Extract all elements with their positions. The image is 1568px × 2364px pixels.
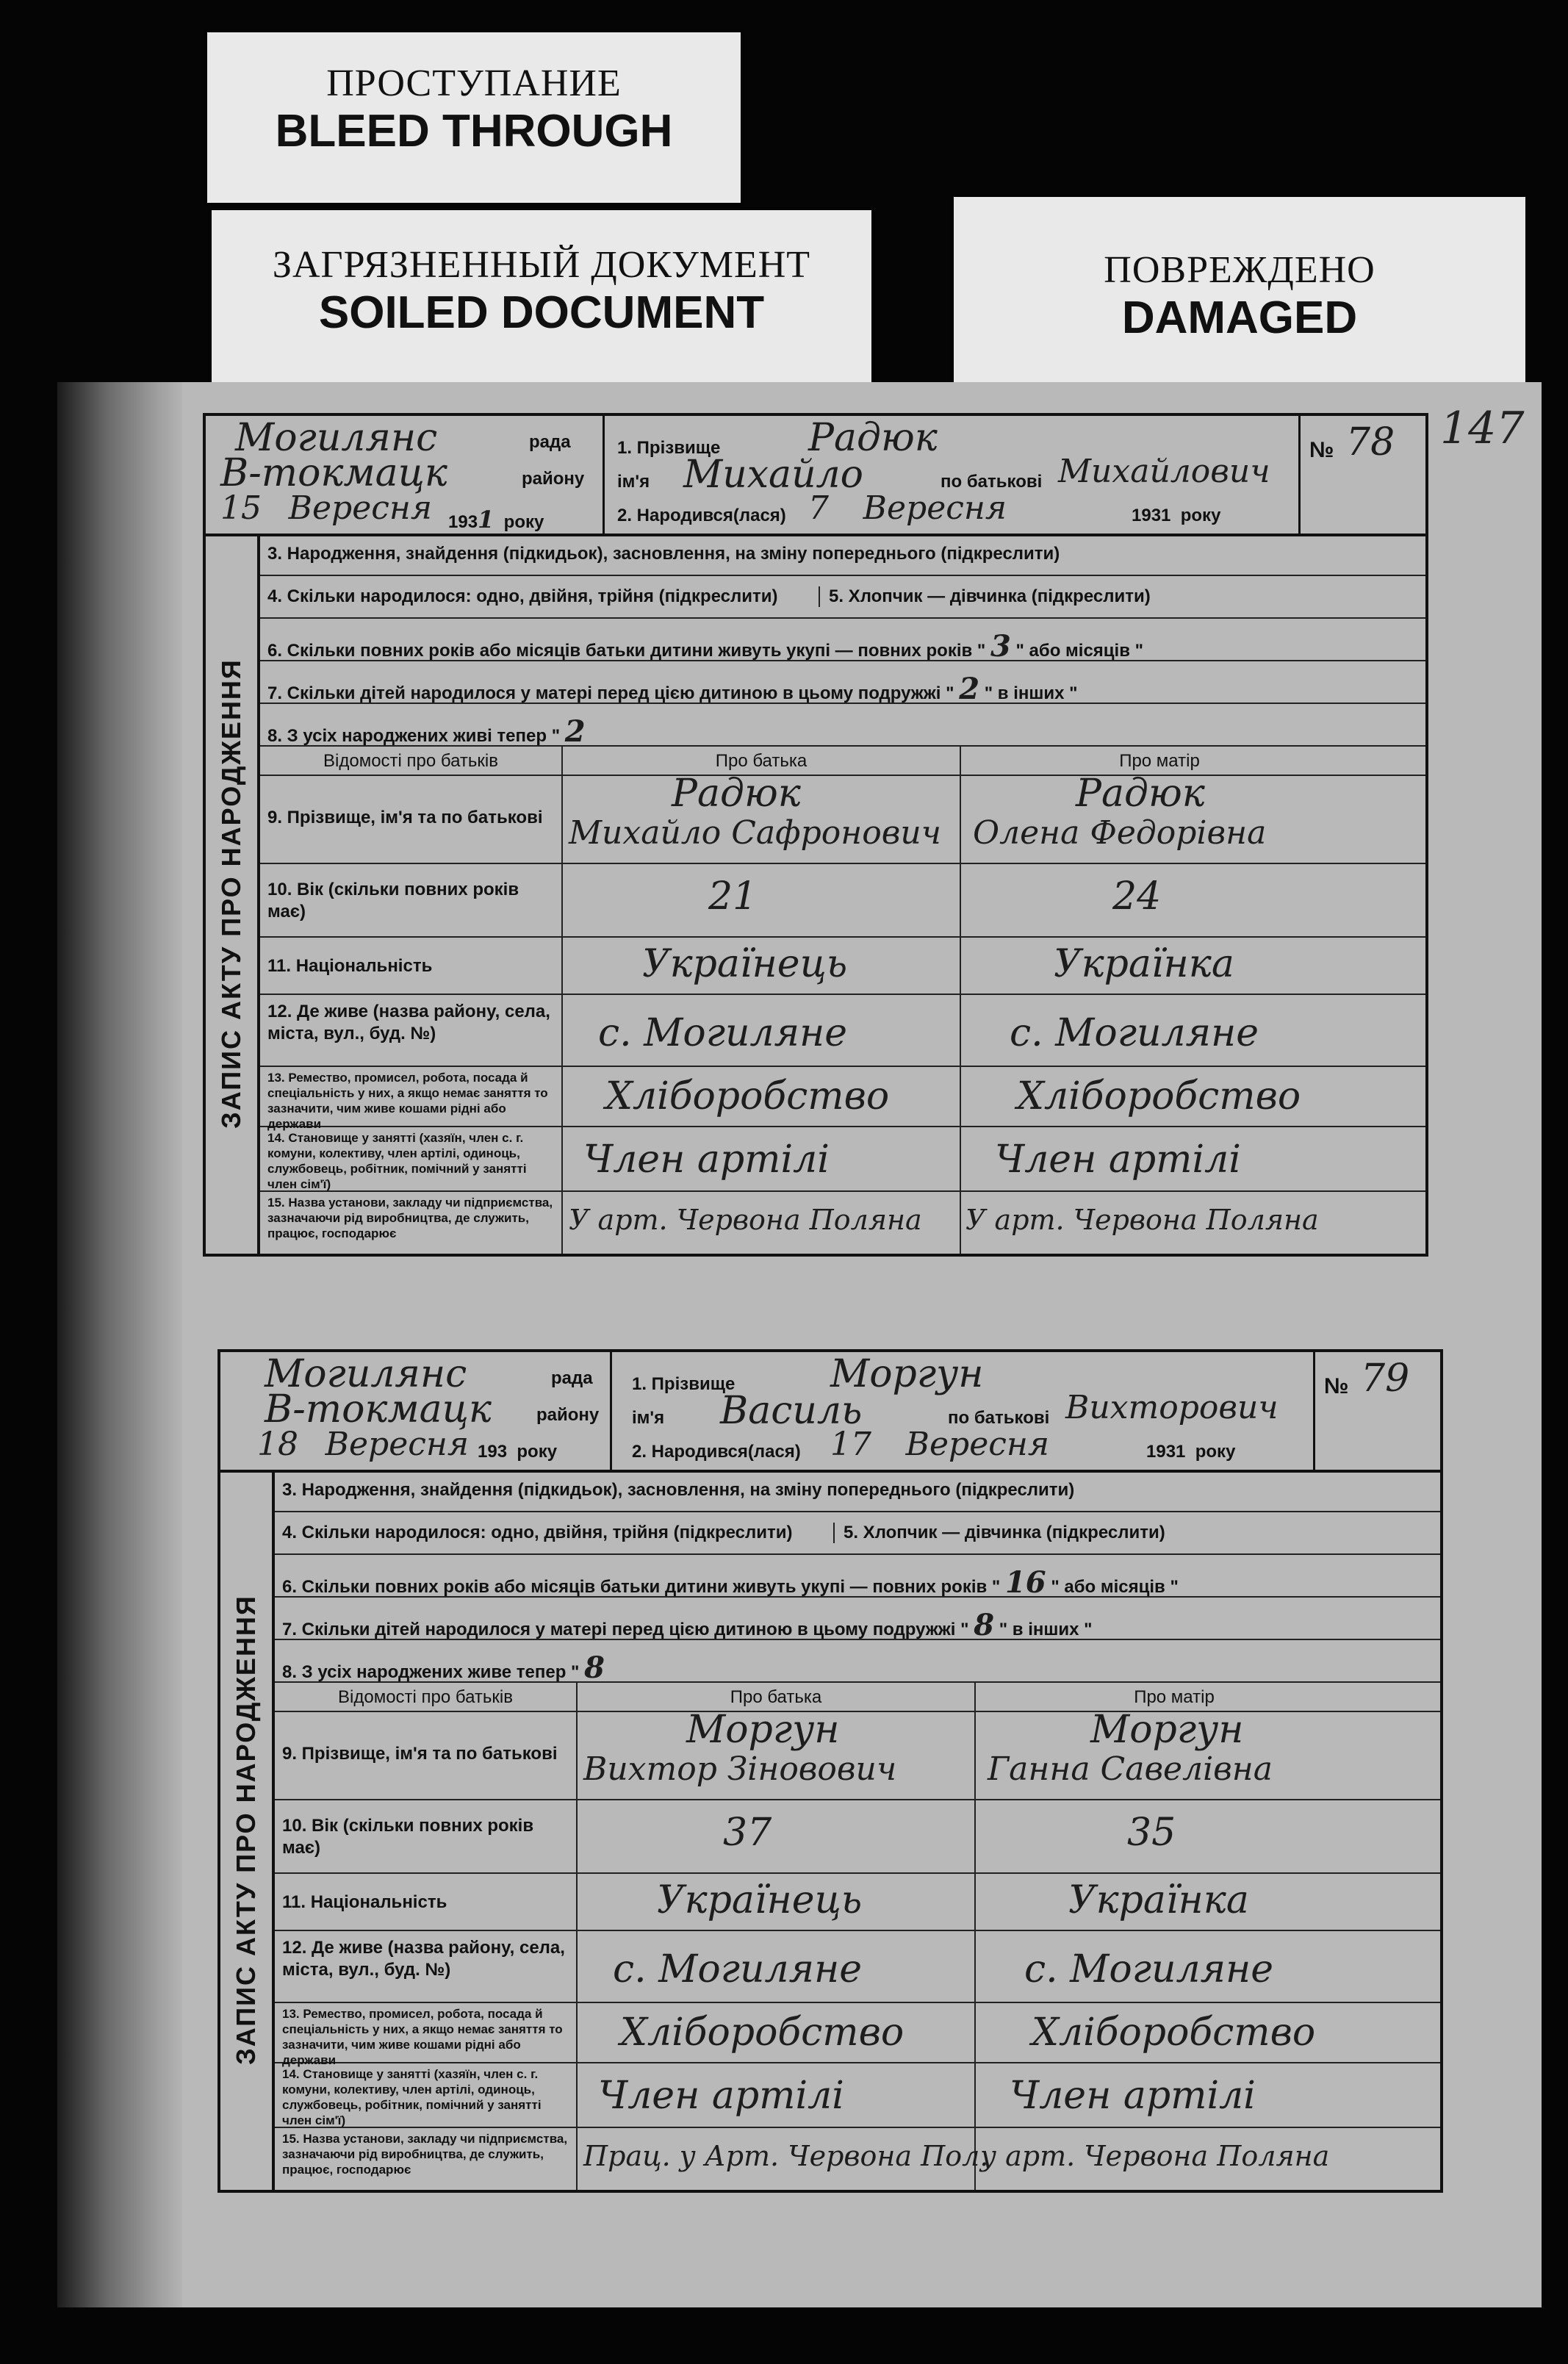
rada-value: Могилянс bbox=[235, 416, 438, 460]
father-nationality: Українець bbox=[642, 942, 848, 986]
father-surname: Радюк bbox=[672, 772, 801, 816]
q8-value: 8 bbox=[584, 1650, 605, 1685]
vertical-title-text: ЗАПИС АКТУ ПРО НАРОДЖЕННЯ bbox=[231, 1595, 261, 2065]
mother-age: 24 bbox=[1112, 874, 1162, 919]
damaged-label bbox=[954, 197, 1525, 389]
row-14 bbox=[260, 1127, 1425, 1192]
mother-age: 35 bbox=[1127, 1811, 1176, 1855]
reg-month: Вересня bbox=[325, 1426, 470, 1463]
q4-q5-row bbox=[275, 1512, 1440, 1555]
born-year: 1931 bbox=[1146, 1442, 1186, 1462]
rada-value: Могилянс bbox=[265, 1352, 467, 1396]
q6-value: 3 bbox=[990, 629, 1011, 664]
q7-value: 2 bbox=[959, 672, 980, 706]
q6-row: 6. Скільки повних років або місяців батьки дитини живуть укупі — повних років " 3 " або місяців " bbox=[260, 619, 1425, 661]
registry-office-block bbox=[206, 416, 605, 533]
q8-text: 8. З усіх народжених живе тепер " bbox=[282, 1662, 580, 1682]
record-number: 79 bbox=[1361, 1357, 1410, 1401]
q7-text: 7. Скільки дітей народилося у матері перед цією дитиною в цьому подружжі " bbox=[267, 683, 954, 703]
row-10 bbox=[275, 1800, 1440, 1874]
r14-label: 14. Становище у занятті (хазяїн, член с. г. комуни, колективу, член артілі, одиноць, службовець, робітник, помічний у занятті член сім'ї) bbox=[267, 1131, 527, 1191]
raion-value: В-токмацк bbox=[265, 1387, 492, 1431]
q4-text: 4. Скільки народилося: одно, двійня, трійня (підкреслити) bbox=[267, 586, 778, 606]
reg-day: 15 bbox=[220, 489, 262, 527]
child-surname: Радюк bbox=[808, 416, 938, 460]
col-info-header: Відомості про батьків bbox=[338, 1687, 513, 1707]
mother-status: Член артілі bbox=[995, 1138, 1241, 1182]
child-name: Михайло bbox=[683, 453, 863, 497]
row-14 bbox=[275, 2063, 1440, 2128]
bleed-through-label bbox=[207, 32, 741, 203]
child-name: Василь bbox=[720, 1389, 863, 1433]
born-year-label: року bbox=[1195, 1442, 1236, 1462]
born-day: 7 bbox=[808, 489, 829, 527]
damaged-label-ru: ПОВРЕЖДЕНО bbox=[1104, 249, 1375, 291]
col-father-header: Про батька bbox=[715, 751, 808, 771]
r14-label: 14. Становище у занятті (хазяїн, член с. г. комуни, колективу, член артілі, одиноць, службовець, робітник, помічний у занятті член сім'ї) bbox=[282, 2067, 542, 2127]
reg-year-label: року bbox=[503, 512, 544, 532]
father-name: Вихтор Зіновович bbox=[583, 1750, 897, 1788]
record-number-box bbox=[1313, 1352, 1440, 1470]
r15-label: 15. Назва установи, закладу чи підприємства, зазначаючи рід виробництва, де служить, працює, господарює bbox=[282, 2132, 568, 2177]
mother-nationality: Українка bbox=[1054, 942, 1234, 986]
row-10 bbox=[260, 864, 1425, 938]
mother-nationality: Українка bbox=[1068, 1878, 1249, 1922]
r10-label: 10. Вік (скільки повних років має) bbox=[282, 1816, 534, 1858]
born-year: 1931 bbox=[1132, 506, 1171, 525]
q6-value: 16 bbox=[1004, 1565, 1046, 1600]
born-year-label: року bbox=[1180, 506, 1221, 525]
row-9 bbox=[260, 772, 1425, 864]
soiled-label-ru: ЗАГРЯЗНЕННЫЙ ДОКУМЕНТ bbox=[272, 244, 811, 286]
q3-row bbox=[275, 1470, 1440, 1512]
row-15 bbox=[275, 2128, 1440, 2188]
child-patronymic: Вихторович bbox=[1065, 1389, 1279, 1426]
child-surname: Моргун bbox=[830, 1352, 984, 1396]
row-12 bbox=[260, 995, 1425, 1067]
reg-year-prefix: 193 bbox=[448, 512, 478, 532]
birth-record-78 bbox=[203, 413, 1428, 1257]
mother-surname: Моргун bbox=[1090, 1708, 1244, 1752]
q4-text: 4. Скільки народилося: одно, двійня, трійня (підкреслити) bbox=[282, 1523, 793, 1542]
mother-occupation: Хліборобство bbox=[1017, 1074, 1301, 1118]
father-status: Член артілі bbox=[598, 2074, 844, 2118]
r9-label: 9. Прізвище, ім'я та по батькові bbox=[282, 1744, 558, 1764]
col-father-header: Про батька bbox=[730, 1687, 822, 1707]
r12-label: 12. Де живе (назва району, села, міста, вул., буд. №) bbox=[267, 1002, 550, 1043]
reg-year-prefix: 193 bbox=[478, 1442, 508, 1462]
reg-day: 18 bbox=[257, 1426, 298, 1463]
father-occupation: Хліборобство bbox=[605, 1074, 890, 1118]
col-mother-header: Про матір bbox=[1119, 751, 1200, 771]
father-age: 21 bbox=[708, 874, 758, 919]
q5-text: 5. Хлопчик — дівчинка (підкреслити) bbox=[833, 1523, 1165, 1543]
col-info-header: Відомості про батьків bbox=[323, 751, 498, 771]
r15-label: 15. Назва установи, закладу чи підприємства, зазначаючи рід виробництва, де служить, працює, господарює bbox=[267, 1196, 553, 1240]
raion-label: району bbox=[522, 469, 585, 489]
q3-text: 3. Народження, знайдення (підкидьок), засновлення, на зміну попереднього (підкреслити) bbox=[282, 1480, 1075, 1500]
rada-label: рада bbox=[551, 1368, 593, 1388]
q7-tail: " в інших " bbox=[999, 1620, 1093, 1639]
mother-name: Ганна Савелівна bbox=[988, 1750, 1273, 1788]
row-12 bbox=[275, 1931, 1440, 2003]
born-month: Вересня bbox=[905, 1426, 1050, 1463]
q8-text: 8. З усіх народжених живі тепер " bbox=[267, 726, 561, 746]
born-label: 2. Народився(лася) bbox=[617, 506, 786, 525]
patronymic-label: по батькові bbox=[941, 472, 1043, 492]
father-workplace: У арт. Червона Поляна bbox=[569, 1204, 922, 1236]
damaged-label-en: DAMAGED bbox=[1121, 292, 1358, 343]
name-label: ім'я bbox=[617, 472, 650, 492]
raion-value: В-токмацк bbox=[220, 451, 447, 495]
soiled-label-en: SOILED DOCUMENT bbox=[318, 287, 765, 338]
q4-q5-row bbox=[260, 576, 1425, 619]
reg-month: Вересня bbox=[288, 489, 433, 527]
surname-label: 1. Прізвище bbox=[632, 1374, 736, 1394]
vertical-title-text: ЗАПИС АКТУ ПРО НАРОДЖЕННЯ bbox=[216, 658, 246, 1129]
record-header bbox=[220, 1352, 1440, 1473]
parents-table bbox=[260, 747, 1425, 1254]
q6-row: 6. Скільки повних років або місяців батьки дитини живуть укупі — повних років " 16 " або місяців " bbox=[275, 1555, 1440, 1598]
row-13 bbox=[260, 1067, 1425, 1131]
q7-row bbox=[275, 1598, 1440, 1640]
r11-label: 11. Національність bbox=[282, 1892, 447, 1912]
parents-table bbox=[275, 1683, 1440, 2190]
born-month: Вересня bbox=[863, 489, 1007, 527]
record-number-box bbox=[1298, 416, 1425, 533]
rada-label: рада bbox=[529, 432, 571, 452]
father-name: Михайло Сафронович bbox=[569, 814, 942, 852]
q6-tail: " або місяців " bbox=[1051, 1577, 1179, 1597]
record-header bbox=[206, 416, 1425, 536]
row-9 bbox=[275, 1708, 1440, 1800]
born-day: 17 bbox=[830, 1426, 871, 1463]
father-surname: Моргун bbox=[686, 1708, 840, 1752]
record-number: 78 bbox=[1346, 420, 1395, 464]
vertical-title bbox=[206, 533, 260, 1254]
q5-text: 5. Хлопчик — дівчинка (підкреслити) bbox=[819, 586, 1151, 607]
number-label: № bbox=[1324, 1374, 1349, 1398]
bleed-label-en: BLEED THROUGH bbox=[275, 106, 673, 157]
father-age: 37 bbox=[723, 1811, 772, 1855]
q7-value: 8 bbox=[974, 1608, 995, 1642]
born-label: 2. Народився(лася) bbox=[632, 1442, 801, 1462]
father-nationality: Українець bbox=[657, 1878, 863, 1922]
q6-tail: " або місяців " bbox=[1015, 641, 1144, 661]
folio-number: 147 bbox=[1440, 403, 1525, 454]
r11-label: 11. Національність bbox=[267, 956, 433, 976]
mother-occupation: Хліборобство bbox=[1032, 2011, 1316, 2055]
q3-text: 3. Народження, знайдення (підкидьок), засновлення, на зміну попереднього (підкреслити) bbox=[267, 544, 1060, 564]
row-11 bbox=[275, 1874, 1440, 1931]
col-mother-header: Про матір bbox=[1134, 1687, 1215, 1707]
mother-workplace: у арт. Червона Поляна bbox=[980, 2140, 1330, 2172]
row-11 bbox=[260, 938, 1425, 995]
vertical-title bbox=[220, 1470, 275, 2190]
r12-label: 12. Де живе (назва району, села, міста, вул., буд. №) bbox=[282, 1938, 565, 1980]
reg-year-suffix: 1 bbox=[478, 506, 495, 533]
q6-text: 6. Скільки повних років або місяців батьки дитини живуть укупі — повних років bbox=[267, 641, 973, 661]
birth-record-79 bbox=[217, 1349, 1443, 2193]
q8-row bbox=[260, 704, 1425, 747]
mother-residence: с. Могиляне bbox=[1010, 1011, 1259, 1055]
mother-surname: Радюк bbox=[1076, 772, 1205, 816]
q3-row bbox=[260, 533, 1425, 576]
q8-value: 2 bbox=[564, 714, 586, 749]
r10-label: 10. Вік (скільки повних років має) bbox=[267, 880, 519, 921]
r13-label: 13. Ремество, промисел, робота, посада й спеціальність у них, а якщо немає заняття то зазначити, чим живе кошами рідні або держави bbox=[282, 2007, 563, 2067]
number-label: № bbox=[1309, 438, 1334, 462]
page-spine bbox=[57, 382, 182, 2307]
soiled-document-label bbox=[212, 210, 871, 389]
mother-workplace: У арт. Червона Поляна bbox=[965, 1204, 1319, 1236]
father-workplace: Прац. у Арт. Червона Пол. bbox=[583, 2140, 989, 2172]
surname-label: 1. Прізвище bbox=[617, 438, 721, 458]
mother-status: Член артілі bbox=[1010, 2074, 1256, 2118]
reg-year-label: року bbox=[517, 1442, 558, 1462]
child-patronymic: Михайлович bbox=[1058, 453, 1270, 490]
father-residence: с. Могиляне bbox=[598, 1011, 848, 1055]
row-13 bbox=[275, 2003, 1440, 2067]
q6-text: 6. Скільки повних років або місяців батьки дитини живуть укупі — повних років bbox=[282, 1577, 988, 1597]
mother-name: Олена Федорівна bbox=[973, 814, 1267, 852]
q7-tail: " в інших " bbox=[984, 683, 1078, 703]
r13-label: 13. Ремество, промисел, робота, посада й спеціальність у них, а якщо немає заняття то зазначити, чим живе кошами рідні або держави bbox=[267, 1071, 548, 1131]
name-label: ім'я bbox=[632, 1408, 665, 1428]
patronymic-label: по батькові bbox=[948, 1408, 1050, 1428]
q7-row bbox=[260, 661, 1425, 704]
row-15 bbox=[260, 1192, 1425, 1252]
father-residence: с. Могиляне bbox=[613, 1947, 863, 1991]
father-occupation: Хліборобство bbox=[620, 2011, 905, 2055]
mother-residence: с. Могиляне bbox=[1024, 1947, 1274, 1991]
q7-text: 7. Скільки дітей народилося у матері перед цією дитиною в цьому подружжі " bbox=[282, 1620, 969, 1639]
raion-label: району bbox=[536, 1405, 600, 1425]
father-status: Член артілі bbox=[583, 1138, 830, 1182]
q8-row bbox=[275, 1640, 1440, 1683]
r9-label: 9. Прізвище, ім'я та по батькові bbox=[267, 808, 543, 827]
bleed-label-ru: ПРОСТУПАНИЕ bbox=[326, 62, 622, 104]
registry-office-block bbox=[220, 1352, 612, 1470]
